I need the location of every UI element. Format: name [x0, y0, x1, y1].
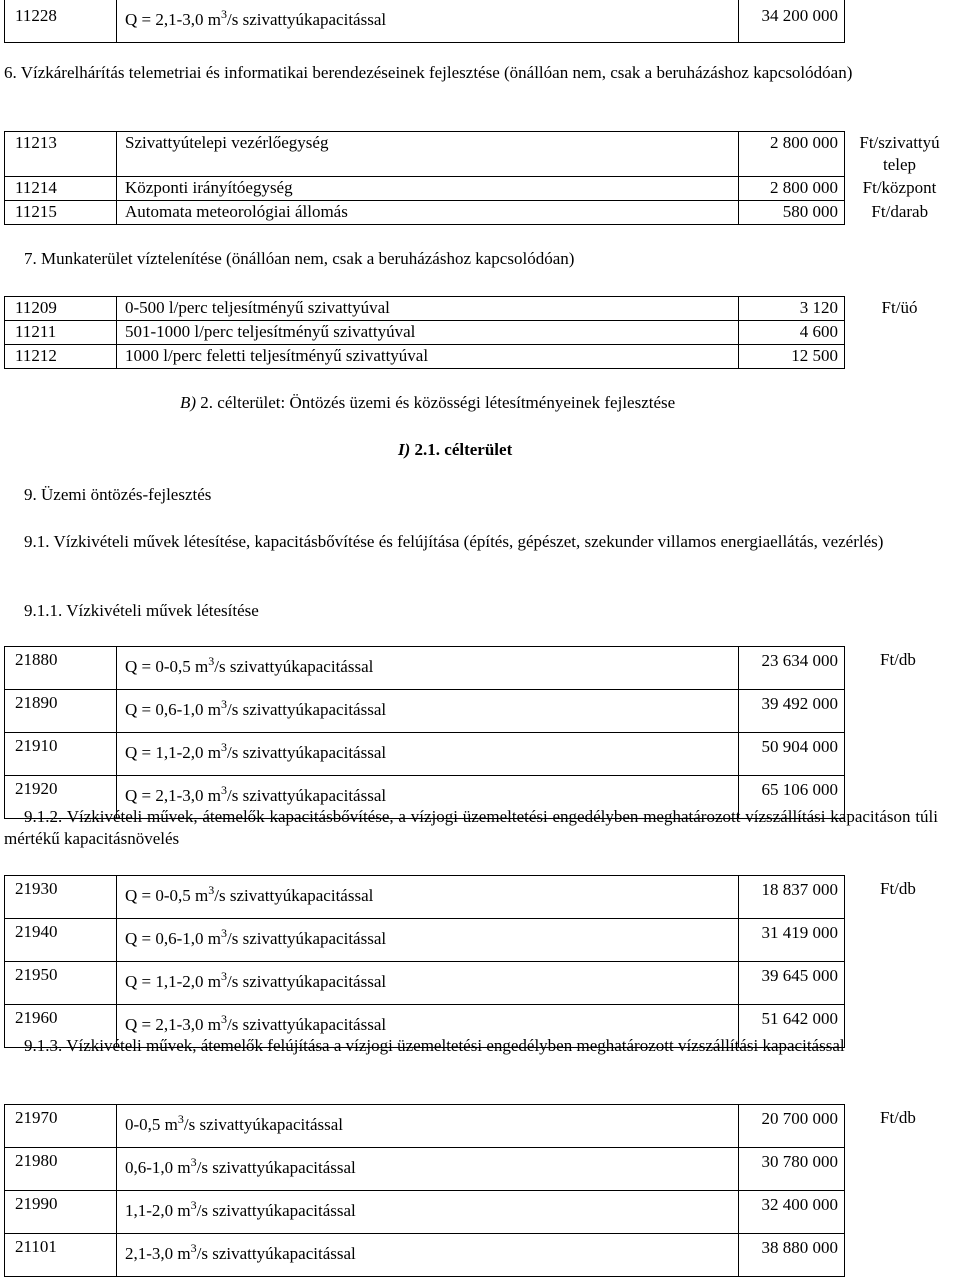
item-amount: 39 645 000: [739, 962, 845, 1005]
table-9-1-3-unit: Ft/db: [880, 1108, 916, 1127]
desc-text: Q = 0-0,5 m: [125, 886, 209, 905]
item-amount: 39 492 000: [739, 690, 845, 733]
table-row: [5, 132, 955, 177]
item-description: [117, 1148, 739, 1191]
item-code: 11215: [5, 201, 117, 225]
desc-text: Q = 2,1-3,0 m: [125, 786, 221, 805]
desc-text: /s szivattyúkapacitással: [227, 743, 387, 762]
superscript: 3: [221, 1012, 227, 1026]
table-row: [5, 1148, 845, 1191]
item-description: [117, 647, 739, 690]
desc-text: /s szivattyúkapacitással: [227, 929, 387, 948]
item-code: 11209: [5, 297, 117, 321]
table-row: [5, 201, 955, 225]
item-unit: Ft/központ: [862, 177, 937, 197]
section-7-table: [4, 296, 955, 369]
desc-text: /s szivattyúkapacitással: [183, 1115, 343, 1134]
table-row: [5, 919, 845, 962]
heading-i: [398, 439, 512, 461]
table-9-1-3: [4, 1104, 845, 1277]
item-amount: 38 880 000: [739, 1234, 845, 1277]
superscript: 3: [177, 1112, 184, 1126]
top-table: [4, 0, 845, 43]
item-description: 501-1000 l/perc teljesítményű szivattyúval: [117, 321, 739, 345]
item-code: 11211: [5, 321, 117, 345]
desc-text: /s szivattyúkapacitással: [196, 1201, 356, 1220]
table-9-1-1-unit: Ft/db: [880, 650, 916, 669]
paragraph-9-1-3: 9.1.3. Vízkivételi művek, átemelők felújítása a vízjogi üzemeltetési engedélyben meghatározott vízszállítási kapacitással: [24, 1036, 845, 1055]
heading-9: 9. Üzemi öntözés-fejlesztés: [24, 485, 212, 504]
table-row: [5, 647, 845, 690]
item-unit: Ft/üó: [881, 297, 918, 317]
item-amount: 2 800 000: [739, 177, 845, 201]
item-description: 1000 l/perc feletti teljesítményű szivattyúval: [117, 345, 739, 369]
desc-text: /s szivattyúkapacitással: [227, 972, 387, 991]
item-amount: 580 000: [739, 201, 845, 225]
item-code: 21101: [5, 1234, 117, 1277]
heading-prefix: I): [398, 440, 411, 459]
item-amount: 2 800 000: [739, 132, 845, 177]
table-9-1-2: [4, 875, 845, 1048]
desc-text: Q = 2,1-3,0 m: [125, 1015, 221, 1034]
item-amount: 34 200 000: [739, 0, 845, 43]
section-7-title: 7. Munkaterület víztelenítése (önállóan nem, csak a beruházáshoz kapcsolódóan): [24, 249, 575, 268]
section-6-table: [4, 131, 955, 225]
desc-text: /s szivattyúkapacitással: [196, 1158, 356, 1177]
item-amount: 30 780 000: [739, 1148, 845, 1191]
item-description: [117, 0, 739, 43]
desc-text: 0-0,5 m: [125, 1115, 178, 1134]
item-code: 11213: [5, 132, 117, 177]
item-description: [117, 919, 739, 962]
item-description: [117, 876, 739, 919]
item-code: 21970: [5, 1105, 117, 1148]
table-row: [5, 962, 845, 1005]
table-row: [5, 876, 845, 919]
item-code: 21880: [5, 647, 117, 690]
desc-text: /s szivattyúkapacitással: [214, 657, 374, 676]
table-row: [5, 177, 955, 201]
table-row: [5, 321, 955, 345]
item-amount: 31 419 000: [739, 919, 845, 962]
item-code: 21960: [5, 1005, 117, 1048]
superscript: 3: [208, 883, 215, 897]
superscript: 3: [221, 783, 227, 797]
item-code: 11212: [5, 345, 117, 369]
item-unit: Ft/darab: [871, 201, 929, 221]
item-amount: 65 106 000: [739, 776, 845, 819]
item-amount: 20 700 000: [739, 1105, 845, 1148]
section-6-title: 6. Vízkárelhárítás telemetriai és informatikai berendezéseinek fejlesztése (önállóan nem, csak a beruházáshoz kapcsolódóan): [4, 63, 853, 82]
heading-text: 2.1. célterület: [410, 440, 513, 459]
table-row: [5, 690, 845, 733]
desc-text: Q = 0-0,5 m: [125, 657, 209, 676]
item-amount: 23 634 000: [739, 647, 845, 690]
item-amount: 4 600: [739, 321, 845, 345]
desc-text: /s szivattyúkapacitással: [227, 786, 387, 805]
item-description: [117, 1234, 739, 1277]
desc-text: Q = 1,1-2,0 m: [125, 743, 221, 762]
table-row: [5, 0, 845, 43]
item-description: Automata meteorológiai állomás: [117, 201, 739, 225]
desc-text: /s szivattyúkapacitással: [227, 10, 387, 29]
desc-text: Q = 1,1-2,0 m: [125, 972, 221, 991]
item-description: [117, 690, 739, 733]
item-amount: 50 904 000: [739, 733, 845, 776]
item-code: 21940: [5, 919, 117, 962]
item-code: 11228: [5, 0, 117, 43]
item-code: 21890: [5, 690, 117, 733]
item-code: 21920: [5, 776, 117, 819]
item-unit: Ft/szivattyú telep: [859, 132, 940, 174]
item-description: [117, 1191, 739, 1234]
table-row: [5, 1191, 845, 1234]
table-row: [5, 297, 955, 321]
table-row: [5, 1105, 845, 1148]
superscript: 3: [190, 1155, 197, 1169]
superscript: 3: [190, 1198, 197, 1212]
superscript: 3: [190, 1241, 197, 1255]
item-code: 21980: [5, 1148, 117, 1191]
item-amount: 32 400 000: [739, 1191, 845, 1234]
desc-text: /s szivattyúkapacitással: [214, 886, 374, 905]
desc-text: /s szivattyúkapacitással: [196, 1244, 356, 1263]
paragraph-9-1-2: 9.1.2. Vízkivételi művek, átemelők kapacitásbővítése, a vízjogi üzemeltetési engedélyben meghatározott vízszállítási kapacitáson túli mértékű kapacitásnövelés: [4, 807, 938, 848]
desc-text: /s szivattyúkapacitással: [227, 700, 387, 719]
superscript: 3: [221, 7, 227, 21]
table-row: [5, 345, 955, 369]
item-description: [117, 962, 739, 1005]
heading-text: 2. célterület: Öntözés üzemi és közösségi létesítményeinek fejlesztése: [196, 393, 676, 412]
item-code: 21910: [5, 733, 117, 776]
superscript: 3: [221, 969, 227, 983]
superscript: 3: [221, 697, 227, 711]
item-description: Szivattyútelepi vezérlőegység: [117, 132, 739, 177]
item-amount: 12 500: [739, 345, 845, 369]
desc-text: 1,1-2,0 m: [125, 1201, 191, 1220]
item-code: 11214: [5, 177, 117, 201]
paragraph-9-1: 9.1. Vízkivételi művek létesítése, kapacitásbővítése és felújítása (építés, gépészet, szekunder villamos energiaellátás, vezérlés): [24, 532, 884, 551]
table-9-1-1: [4, 646, 845, 819]
item-code: 21930: [5, 876, 117, 919]
desc-text: Q = 2,1-3,0 m: [125, 10, 221, 29]
superscript: 3: [221, 740, 227, 754]
item-description: Központi irányítóegység: [117, 177, 739, 201]
desc-text: 0,6-1,0 m: [125, 1158, 191, 1177]
item-description: 0-500 l/perc teljesítményű szivattyúval: [117, 297, 739, 321]
desc-text: Q = 0,6-1,0 m: [125, 700, 221, 719]
table-row: [5, 733, 845, 776]
item-code: 21990: [5, 1191, 117, 1234]
item-amount: 51 642 000: [739, 1005, 845, 1048]
superscript: 3: [208, 654, 215, 668]
desc-text: /s szivattyúkapacitással: [227, 1015, 387, 1034]
superscript: 3: [221, 926, 227, 940]
item-amount: 3 120: [739, 297, 845, 321]
table-9-1-2-unit: Ft/db: [880, 879, 916, 898]
paragraph-9-1-1: 9.1.1. Vízkivételi művek létesítése: [24, 601, 259, 620]
heading-prefix: B): [180, 393, 197, 412]
item-description: [117, 1105, 739, 1148]
heading-b: [180, 392, 675, 414]
desc-text: 2,1-3,0 m: [125, 1244, 191, 1263]
item-code: 21950: [5, 962, 117, 1005]
desc-text: Q = 0,6-1,0 m: [125, 929, 221, 948]
item-amount: 18 837 000: [739, 876, 845, 919]
table-row: [5, 1234, 845, 1277]
item-description: [117, 733, 739, 776]
